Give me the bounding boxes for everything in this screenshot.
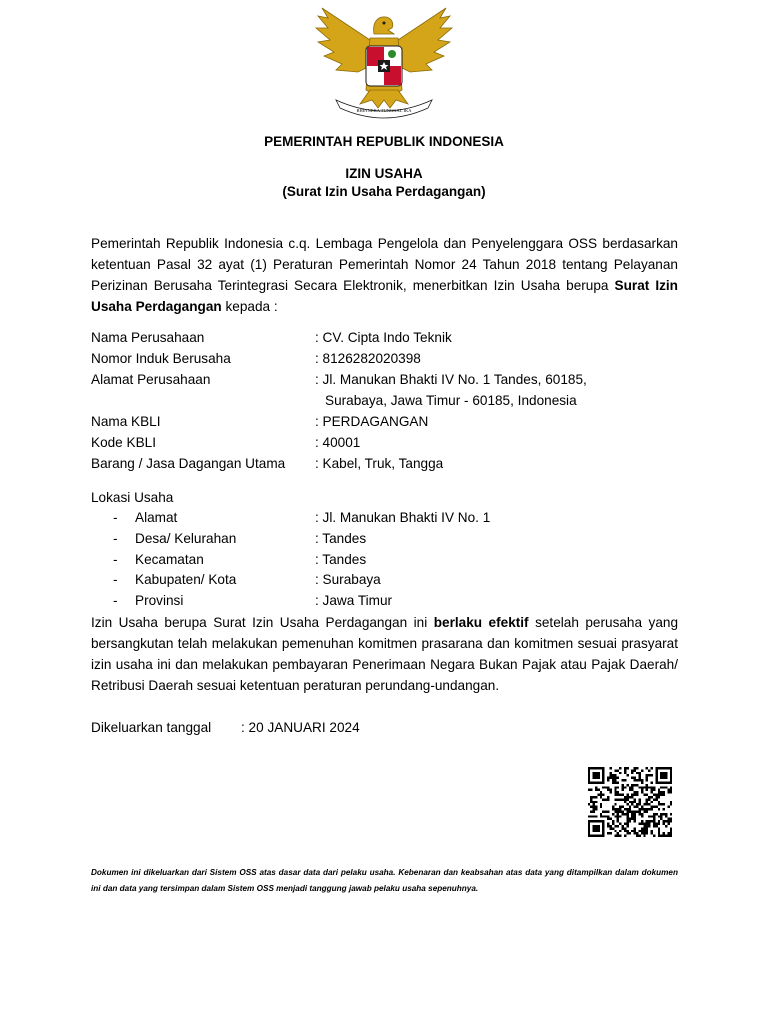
address-line-2: Surabaya, Jawa Timur - 60185, Indonesia	[325, 393, 577, 408]
detail-row-address	[91, 369, 691, 411]
issued-value: : 20 JANUARI 2024	[241, 720, 360, 735]
document-subtitle: (Surat Izin Usaha Perdagangan)	[282, 184, 486, 199]
detail-value: : Kabel, Truk, Tangga	[315, 456, 444, 471]
intro-text: Pemerintah Republik Indonesia c.q. Lembaga Pengelola dan Penyelenggara OSS berdasarkan ketentuan Pasal 32 ayat (1) Peraturan Pemerintah Nomor 24 Tahun 2018 tentang Pelayanan Perizinan Berusaha Terintegrasi Secara Elektronik, menerbitkan Izin Usaha berupa	[91, 236, 678, 293]
location-value: : Tandes	[315, 530, 367, 546]
bullet-dash: -	[113, 572, 118, 588]
detail-label: Barang / Jasa Dagangan Utama	[91, 456, 286, 471]
detail-label: Alamat Perusahaan	[91, 372, 211, 387]
detail-label: Nomor Induk Berusaha	[91, 351, 231, 366]
detail-label: Kode KBLI	[91, 435, 156, 450]
location-label: Desa/ Kelurahan	[135, 530, 237, 546]
effect-bold-text: berlaku efektif	[433, 615, 529, 630]
location-row	[91, 550, 691, 571]
qr-code-icon	[587, 767, 673, 837]
effect-text: Izin Usaha berupa Surat Izin Usaha Perdagangan ini	[91, 615, 434, 630]
intro-bold-text: Surat Izin Usaha Perdagangan	[91, 278, 678, 314]
location-label: Alamat	[135, 510, 178, 525]
location-row	[91, 591, 691, 612]
detail-label: Nama KBLI	[91, 414, 161, 429]
document-title: IZIN USAHA	[345, 166, 423, 181]
bullet-dash: -	[113, 551, 118, 567]
government-title: PEMERINTAH REPUBLIK INDONESIA	[264, 134, 504, 149]
garuda-emblem-icon	[314, 4, 454, 120]
detail-value: : CV. Cipta Indo Teknik	[315, 330, 452, 345]
bullet-dash: -	[113, 510, 118, 525]
location-label: Kecamatan	[135, 551, 204, 567]
bullet-dash: -	[113, 530, 118, 546]
detail-value: : PERDAGANGAN	[315, 414, 429, 429]
issued-label: Dikeluarkan tanggal	[91, 720, 212, 735]
detail-value: : 8126282020398	[315, 351, 421, 366]
footer-disclaimer: Dokumen ini dikeluarkan dari Sistem OSS atas dasar data dari pelaku usaha. Kebenaran dan keabsahan atas data yang ditampilkan dalam dokumen ini dan data yang tersimpan dalam Sistem OSS menjadi tanggung jawab pelaku usaha sepenuhnya.	[91, 868, 678, 893]
detail-row-company-name	[91, 327, 691, 348]
location-details	[91, 508, 691, 612]
location-label: Kabupaten/ Kota	[135, 572, 237, 588]
company-details	[91, 327, 691, 474]
detail-row-kbli-code	[91, 432, 691, 453]
location-row	[91, 529, 691, 550]
detail-value	[315, 369, 691, 411]
location-label: Provinsi	[135, 593, 184, 609]
document-title-block	[0, 165, 768, 201]
location-value: : Tandes	[315, 551, 367, 567]
detail-row-goods	[91, 453, 691, 474]
detail-row-nib	[91, 348, 691, 369]
detail-value: : 40001	[315, 435, 361, 450]
detail-label: Nama Perusahaan	[91, 330, 205, 345]
location-value: : Jawa Timur	[315, 593, 393, 609]
issued-date-row	[91, 717, 360, 738]
location-title: Lokasi Usaha	[91, 490, 174, 505]
motto-text: BHINNEKA TUNGGAL IKA	[356, 108, 412, 113]
location-row	[91, 508, 691, 529]
location-value: : Surabaya	[315, 572, 381, 588]
address-line-1: : Jl. Manukan Bhakti IV No. 1 Tandes, 60185,	[315, 372, 587, 387]
detail-row-kbli-name	[91, 411, 691, 432]
intro-text-end: kepada :	[221, 299, 278, 314]
bullet-dash: -	[113, 593, 118, 609]
location-value: : Jl. Manukan Bhakti IV No. 1	[315, 510, 491, 525]
intro-paragraph	[91, 233, 678, 317]
effect-text-end: setelah perusaha yang bersangkutan telah melakukan pemenuhan komitmen prasarana dan komitmen sesuai prasyarat izin usaha ini dan melakukan pembayaran Penerimaan Negara Bukan Pajak atau Pajak Daerah/ Retribusi Daerah sesuai ketentuan peraturan perundang-undangan.	[91, 615, 679, 693]
location-row	[91, 570, 691, 591]
effect-paragraph	[91, 612, 678, 696]
